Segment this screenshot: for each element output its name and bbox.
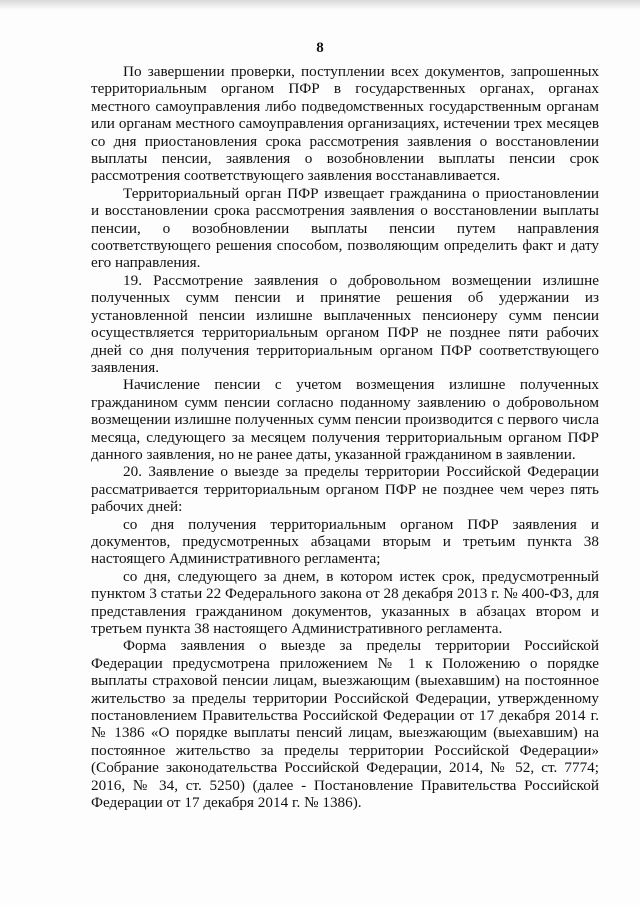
scan-edge [0, 0, 640, 10]
paragraph-application-form: Форма заявления о выезде за пределы территории Российской Федерации предусмотрена приложением № 1 к Положению о порядке выплаты страховой пенсии лицам, выезжающим (выехавшим) на постоянное жительство за пределы территории Российской Федерации, утвержденному постановлением Правительства Российской Федерации от 17 декабря 2014 г. № 1386 «О порядке выплаты пенсий лицам, выезжающим (выехавшим) на постоянное жительство за пределы территории Российской Федерации» (Собрание законодательства Российской Федерации, 2014, № 52, ст. 7774; 2016, № 34, ст. 5250) (далее - Постановление Правительства Российской Федерации от 17 декабря 2014 г. № 1386). [91, 637, 599, 812]
paragraph-deadline-date: со дня, следующего за днем, в котором истек срок, предусмотренный пунктом 3 статьи 22 Федерального закона от 28 декабря 2013 г. № 400-ФЗ, для представления гражданином документов, указанных в абзацах втором и третьем пункта 38 настоящего Административного регламента. [91, 567, 599, 637]
page-number: 8 [316, 40, 324, 56]
paragraph-clause-20: 20. Заявление о выезде за пределы территории Российской Федерации рассматривается территориальным органом ПФР не позднее чем через пять рабочих дней: [91, 463, 599, 516]
paragraph-notification: Территориальный орган ПФР извещает гражданина о приостановлении и восстановлении срока рассмотрения заявления о восстановлении выплаты пенсии, о возобновлении выплаты пенсии путем направления соответствующего решения способом, позволяющим определить факт и дату его направления. [91, 184, 599, 272]
paragraph-clause-19: 19. Рассмотрение заявления о добровольном возмещении излишне полученных сумм пенсии и принятие решения об удержании из установленной пенсии излишне выплаченных пенсионеру сумм пенсии осуществляется территориальным органом ПФР не позднее пяти рабочих дней со дня получения территориальным органом ПФР соответствующего заявления. [91, 271, 599, 376]
document-body [91, 63, 599, 811]
paragraph-receipt-date: со дня получения территориальным органом ПФР заявления и документов, предусмотренных абзацами вторым и третьим пункта 38 настоящего Административного регламента; [91, 515, 599, 568]
paragraph-pension-accrual: Начисление пенсии с учетом возмещения излишне полученных гражданином сумм пенсии согласно поданному заявлению о добровольном возмещении излишне полученных сумм пенсии производится с первого числа месяца, следующего за месяцем получения территориальным органом ПФР данного заявления, но не ранее даты, указанной гражданином в заявлении. [91, 376, 599, 463]
paragraph-restoration-of-term: По завершении проверки, поступлении всех документов, запрошенных территориальным органом ПФР в государственных органах, органах местного самоуправления либо подведомственных государственным органам или органам местного самоуправления организациях, истечении трех месяцев со дня приостановления срока рассмотрения заявления о восстановлении выплаты пенсии, заявления о возобновлении выплаты пенсии срок рассмотрения соответствующего заявления восстанавливается. [91, 63, 599, 185]
